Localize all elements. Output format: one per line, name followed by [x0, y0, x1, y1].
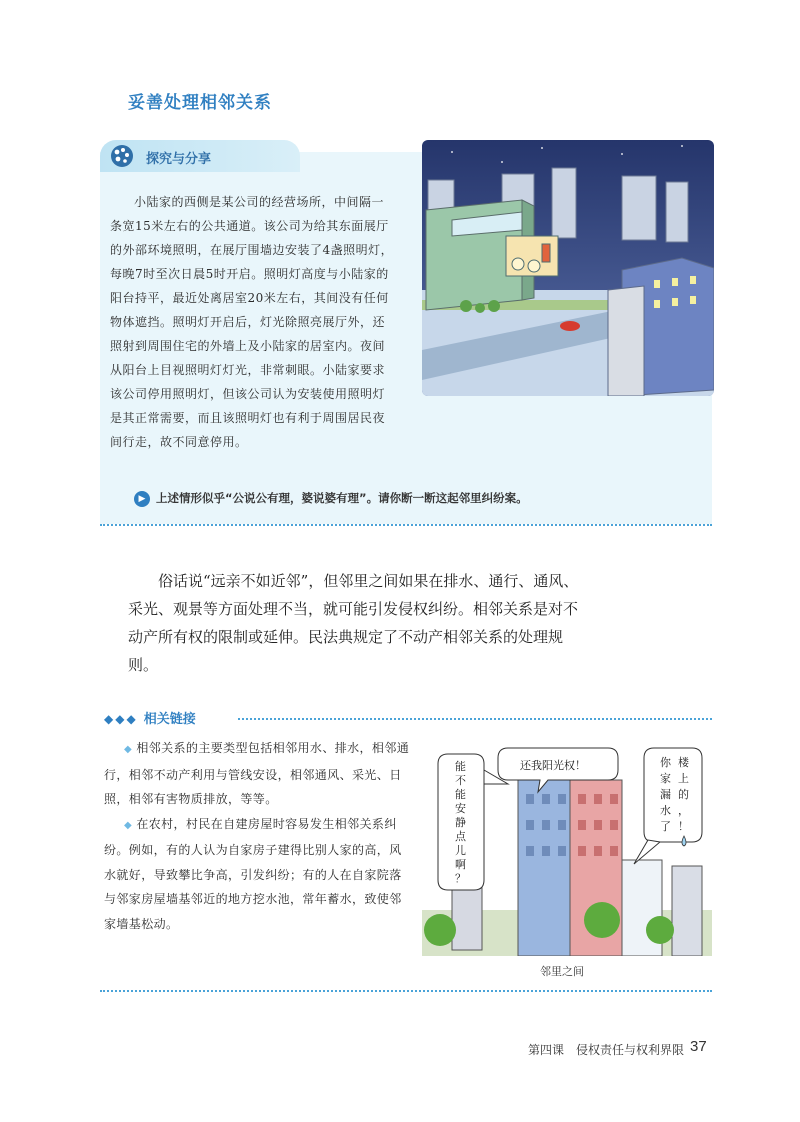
palette-icon [108, 143, 136, 169]
svg-text:能: 能 [455, 788, 466, 801]
diamond-bullet-icon: ◆ [124, 744, 133, 755]
figure-caption: 邻里之间 [540, 965, 584, 978]
svg-text:上: 上 [678, 772, 689, 785]
svg-text:！: ！ [678, 820, 689, 833]
diamonds-icon: ◆◆◆ [104, 712, 138, 726]
explore-body: 小陆家的西侧是某公司的经营场所，中间隔一条宽15米左右的公共通道。该公司为给其东面展厅的外部环境照明，在展厅围墙边安装了4盏照明灯，每晚7时至次日晨5时开启。照明灯高度与小陆家的阳台持平，最近处离居室20米左右，其间没有任何物体遮挡。照明灯开启后，灯光除照亮展厅外，还照射到周围住宅的外墙上及小陆家的居室内。夜间从阳台上目视照明灯灯光，非常刺眼。小陆家要求该公司停用照明灯，但该公司认为安装使用照明灯是其正常需要，而且该照明灯也有利于周围居民夜间行走，故不同意停用。 [110, 195, 394, 449]
svg-text:？: ？ [455, 872, 466, 885]
svg-text:安: 安 [455, 802, 466, 815]
svg-text:不: 不 [455, 774, 466, 787]
section-title: 妥善处理相邻关系 [128, 93, 272, 113]
related-paragraph-2: 在农村，村民在自建房屋时容易发生相邻关系纠纷。例如，有的人认为自家房子建得比别人家的高，风水就好，导致攀比争高，引发纠纷；有的人在自家院落与邻家房屋墙基邻近的地方挖水池，常年蓄水，致使邻家墙基松动。 [104, 816, 402, 931]
related-links-header [104, 708, 196, 727]
question-text: 上述情形似乎“公说公有理，婆说婆有理”。请你断一断这起邻里纠纷案。 [156, 491, 528, 505]
explore-title: 探究与分享 [146, 152, 212, 167]
svg-text:能: 能 [455, 760, 466, 773]
neighbors-illustration [422, 740, 712, 956]
main-paragraph [128, 567, 588, 679]
svg-text:点: 点 [455, 830, 466, 843]
related-links-title: 相关链接 [143, 712, 196, 727]
footer-lesson: 第四课 侵权责任与权利界限 [528, 1043, 685, 1057]
svg-text:静: 静 [455, 816, 466, 829]
dotted-divider-bottom [100, 990, 712, 992]
svg-text:家: 家 [660, 772, 671, 785]
svg-text:儿: 儿 [455, 844, 466, 857]
city-night-illustration [422, 140, 714, 396]
svg-text:啊: 啊 [455, 858, 466, 871]
svg-text:漏: 漏 [660, 788, 671, 801]
related-links-rule [238, 718, 712, 720]
related-text [104, 736, 410, 936]
svg-text:水: 水 [660, 804, 671, 817]
speech-sunlight: 还我阳光权！ [520, 759, 586, 772]
question-row [134, 490, 528, 507]
svg-text:楼: 楼 [678, 756, 689, 769]
svg-text:你: 你 [660, 756, 671, 769]
play-arrow-icon: ▶ [134, 491, 150, 507]
dotted-divider [100, 524, 712, 526]
svg-text:了: 了 [660, 820, 671, 833]
page-number: 37 [690, 1038, 707, 1055]
diamond-bullet-icon: ◆ [124, 819, 133, 831]
main-paragraph-text: 俗话说“远亲不如近邻”，但邻里之间如果在排水、通行、通风、采光、观景等方面处理不当，就可能引发侵权纠纷。相邻关系是对不动产所有权的限制或延伸。民法典规定了不动产相邻关系的处理规则。 [128, 572, 579, 674]
speech-quiet [455, 759, 467, 885]
related-paragraph-1: 相邻关系的主要类型包括相邻用水、排水，相邻通行，相邻不动产利用与管线安设，相邻通风、采光、日照，相邻有害物质排放，等等。 [104, 741, 410, 806]
svg-text:，: ， [678, 804, 689, 817]
svg-text:的: 的 [678, 788, 689, 801]
